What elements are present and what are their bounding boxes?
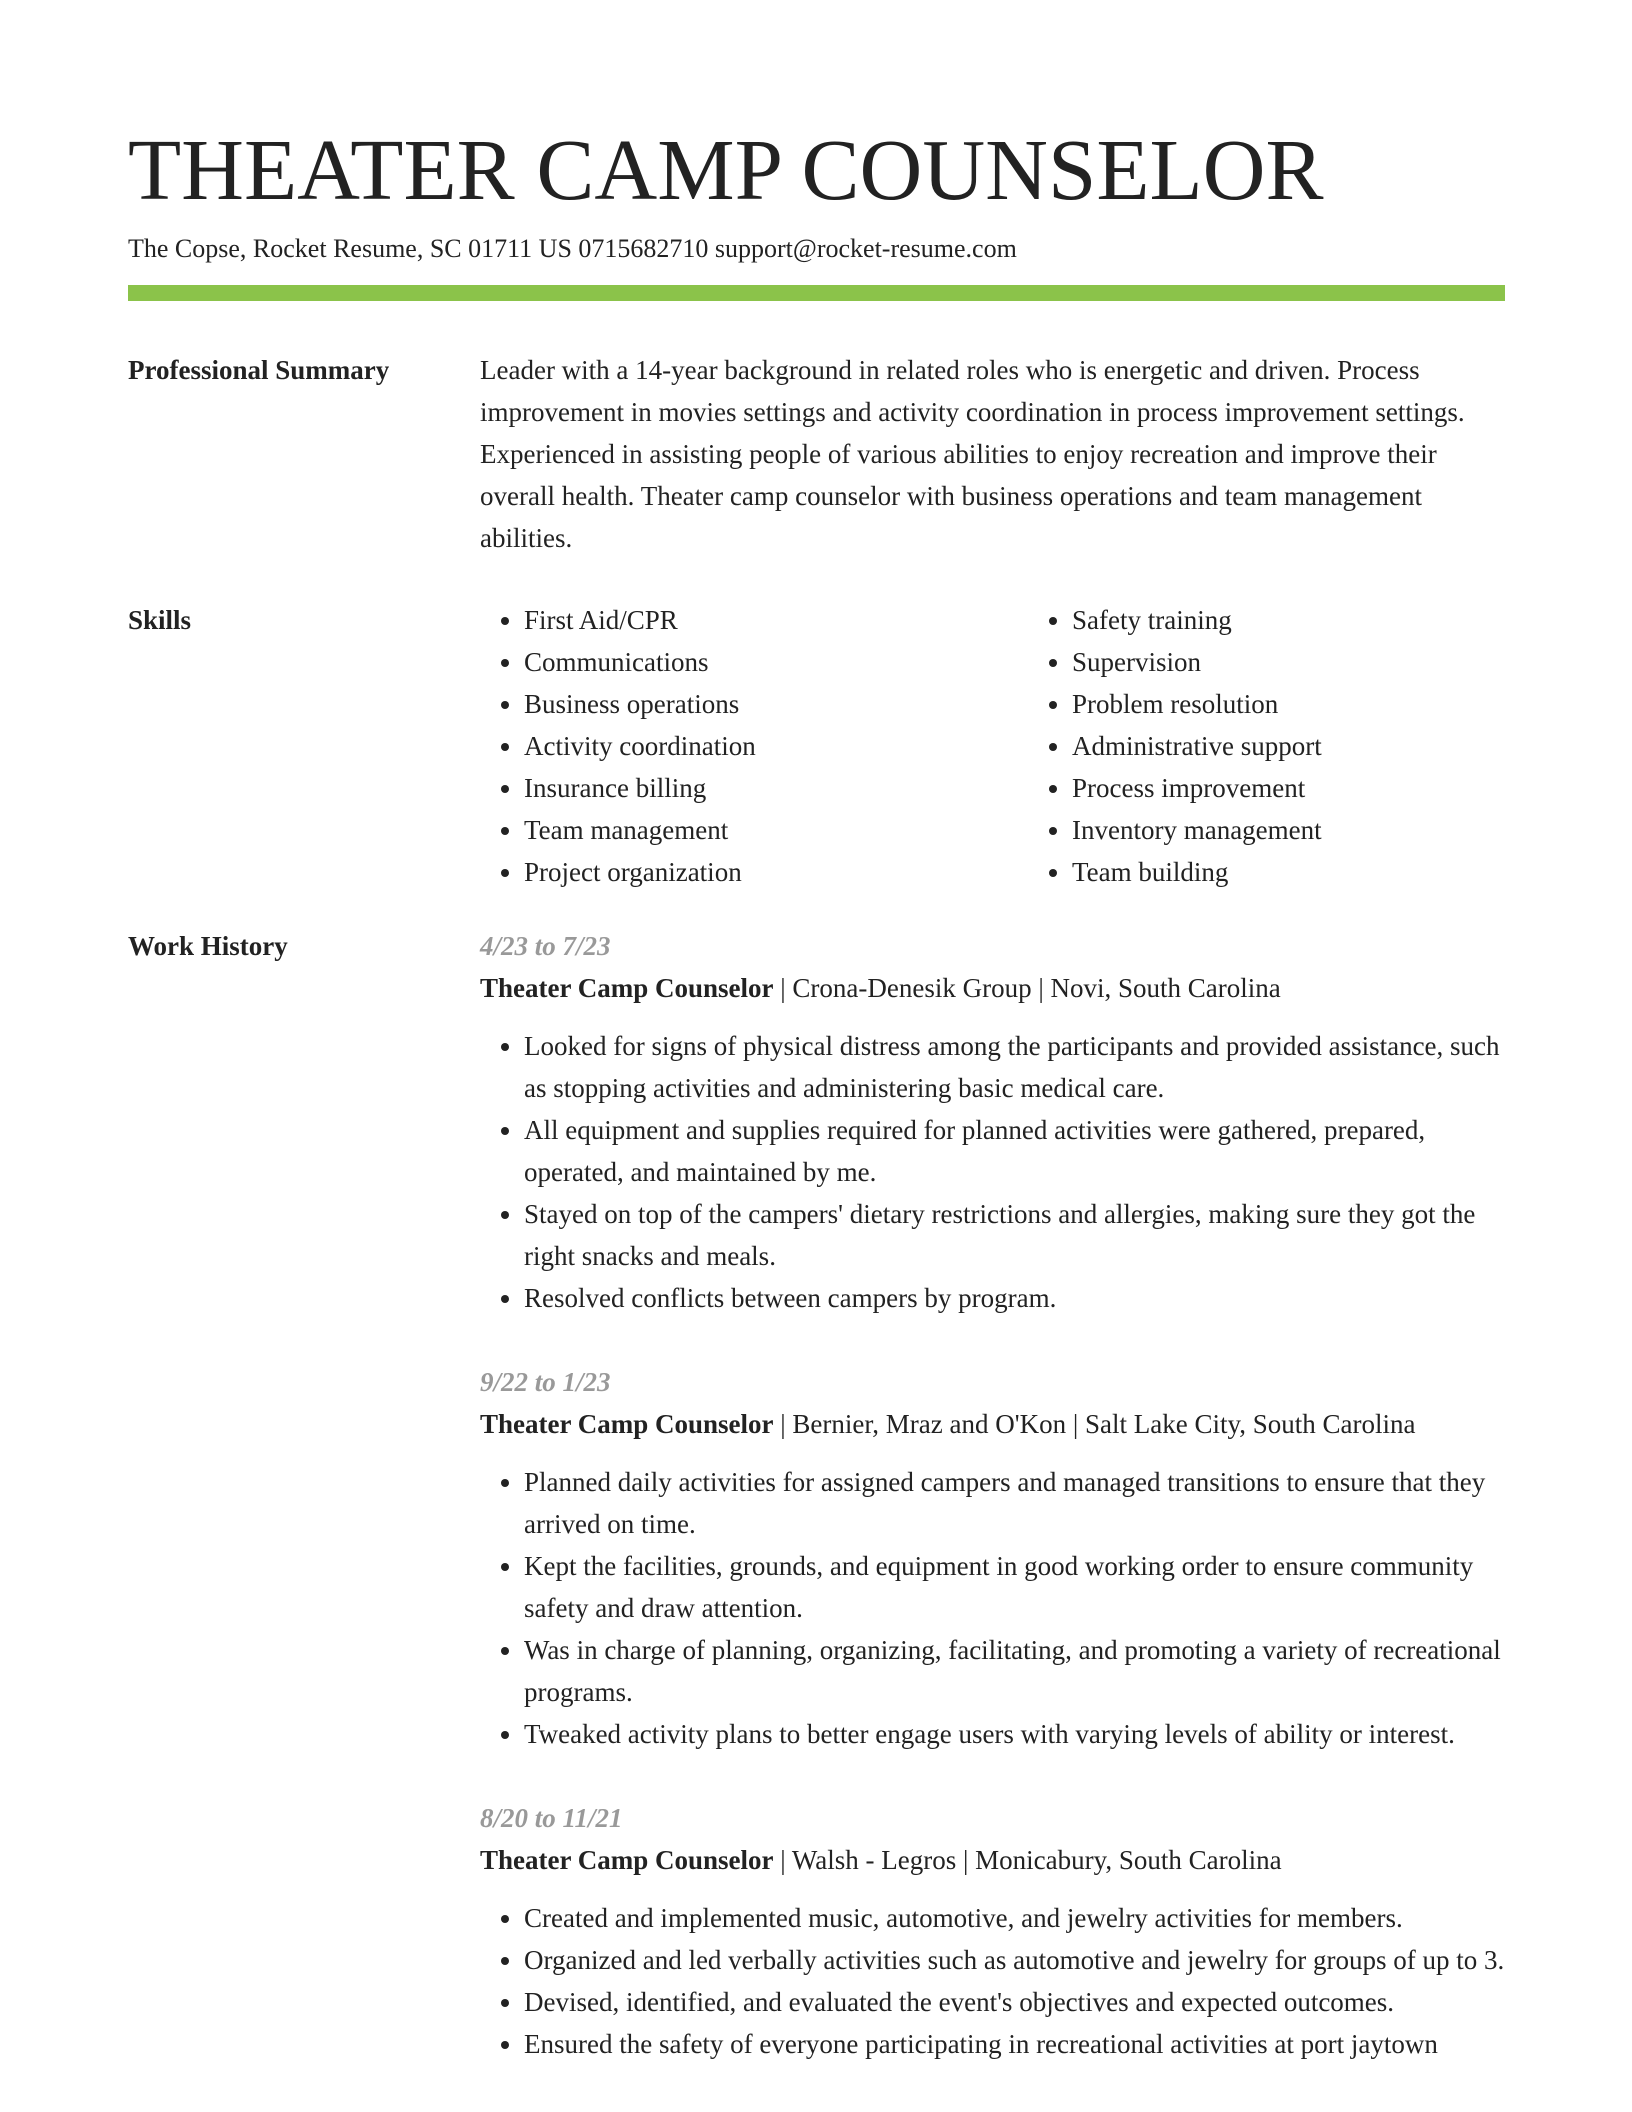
job-bullet: • Tweaked activity plans to better engage users with varying levels of ability or interest.	[524, 1713, 1505, 1755]
job-bullet: • All equipment and supplies required for planned activities were gathered, prepared, operated, and maintained by me.	[524, 1109, 1505, 1193]
job-title: Theater Camp Counselor	[480, 973, 774, 1003]
skills-heading: Skills	[128, 605, 192, 635]
resume-title: THEATER CAMP COUNSELOR	[128, 121, 1324, 218]
job-heading	[480, 1839, 1505, 1881]
job-dates: 4/23 to 7/23	[480, 931, 611, 961]
job-bullet: • Resolved conflicts between campers by program.	[524, 1277, 1505, 1319]
job-bullet: • Created and implemented music, automotive, and jewelry activities for members.	[524, 1897, 1505, 1939]
job-bullets	[480, 1461, 1505, 1755]
job-details: | Crona-Denesik Group | Novi, South Carolina	[773, 973, 1281, 1003]
job-entry	[480, 1361, 1505, 1755]
skills-list-left	[480, 599, 1028, 893]
job-details: | Walsh - Legros | Monicabury, South Carolina	[773, 1845, 1282, 1875]
job-dates: 9/22 to 1/23	[480, 1367, 611, 1397]
job-bullet: • Stayed on top of the campers' dietary restrictions and allergies, making sure they got the right snacks and meals.	[524, 1193, 1505, 1277]
skills-section	[128, 599, 1505, 893]
job-bullet: • Kept the facilities, grounds, and equipment in good working order to ensure community safety and draw attention.	[524, 1545, 1505, 1629]
job-dates: 8/20 to 11/21	[480, 1803, 623, 1833]
skill-item: • Inventory management	[1072, 809, 1576, 851]
job-entry	[480, 925, 1505, 1319]
summary-heading: Professional Summary	[128, 355, 390, 385]
job-heading	[480, 1403, 1505, 1445]
skill-item: • Project organization	[524, 851, 1028, 893]
skill-item: • Supervision	[1072, 641, 1576, 683]
skill-item: • Team building	[1072, 851, 1576, 893]
job-details: | Bernier, Mraz and O'Kon | Salt Lake City, South Carolina	[773, 1409, 1416, 1439]
work-history-heading: Work History	[128, 931, 288, 961]
skill-item: • Insurance billing	[524, 767, 1028, 809]
skills-list-right	[1028, 599, 1576, 893]
job-bullet: • Organized and led verbally activities such as automotive and jewelry for groups of up to 3.	[524, 1939, 1505, 1981]
job-title: Theater Camp Counselor	[480, 1845, 774, 1875]
job-heading	[480, 967, 1505, 1009]
skill-item: • Safety training	[1072, 599, 1576, 641]
resume-page	[128, 120, 1505, 2107]
job-bullet: • Was in charge of planning, organizing, facilitating, and promoting a variety of recreational programs.	[524, 1629, 1505, 1713]
job-bullets	[480, 1897, 1505, 2065]
job-title: Theater Camp Counselor	[480, 1409, 774, 1439]
job-bullet: • Devised, identified, and evaluated the event's objectives and expected outcomes.	[524, 1981, 1505, 2023]
skill-item: • Communications	[524, 641, 1028, 683]
work-history-section	[128, 925, 1505, 2107]
header-divider	[128, 285, 1505, 301]
skill-item: • Team management	[524, 809, 1028, 851]
job-bullet: • Planned daily activities for assigned campers and managed transitions to ensure that they arrived on time.	[524, 1461, 1505, 1545]
skill-item: • Activity coordination	[524, 725, 1028, 767]
job-bullet: • Looked for signs of physical distress among the participants and provided assistance, such as stopping activities and administering basic medical care.	[524, 1025, 1505, 1109]
skill-item: • Business operations	[524, 683, 1028, 725]
skill-item: • First Aid/CPR	[524, 599, 1028, 641]
job-entry	[480, 1797, 1505, 2065]
contact-line: The Copse, Rocket Resume, SC 01711 US 0715682710 support@rocket-resume.com	[128, 234, 1017, 263]
skill-item: • Administrative support	[1072, 725, 1576, 767]
job-bullets	[480, 1025, 1505, 1319]
job-bullet: • Ensured the safety of everyone participating in recreational activities at port jaytown	[524, 2023, 1505, 2065]
summary-section	[128, 349, 1505, 559]
skill-item: • Process improvement	[1072, 767, 1576, 809]
summary-text: Leader with a 14-year background in related roles who is energetic and driven. Process improvement in movies settings and activity coordination in process improvement settings. Experienced in assisting people of various abilities to enjoy recreation and improve their overall health. Theater camp counselor with business operations and team management abilities.	[480, 355, 1465, 553]
skill-item: • Problem resolution	[1072, 683, 1576, 725]
